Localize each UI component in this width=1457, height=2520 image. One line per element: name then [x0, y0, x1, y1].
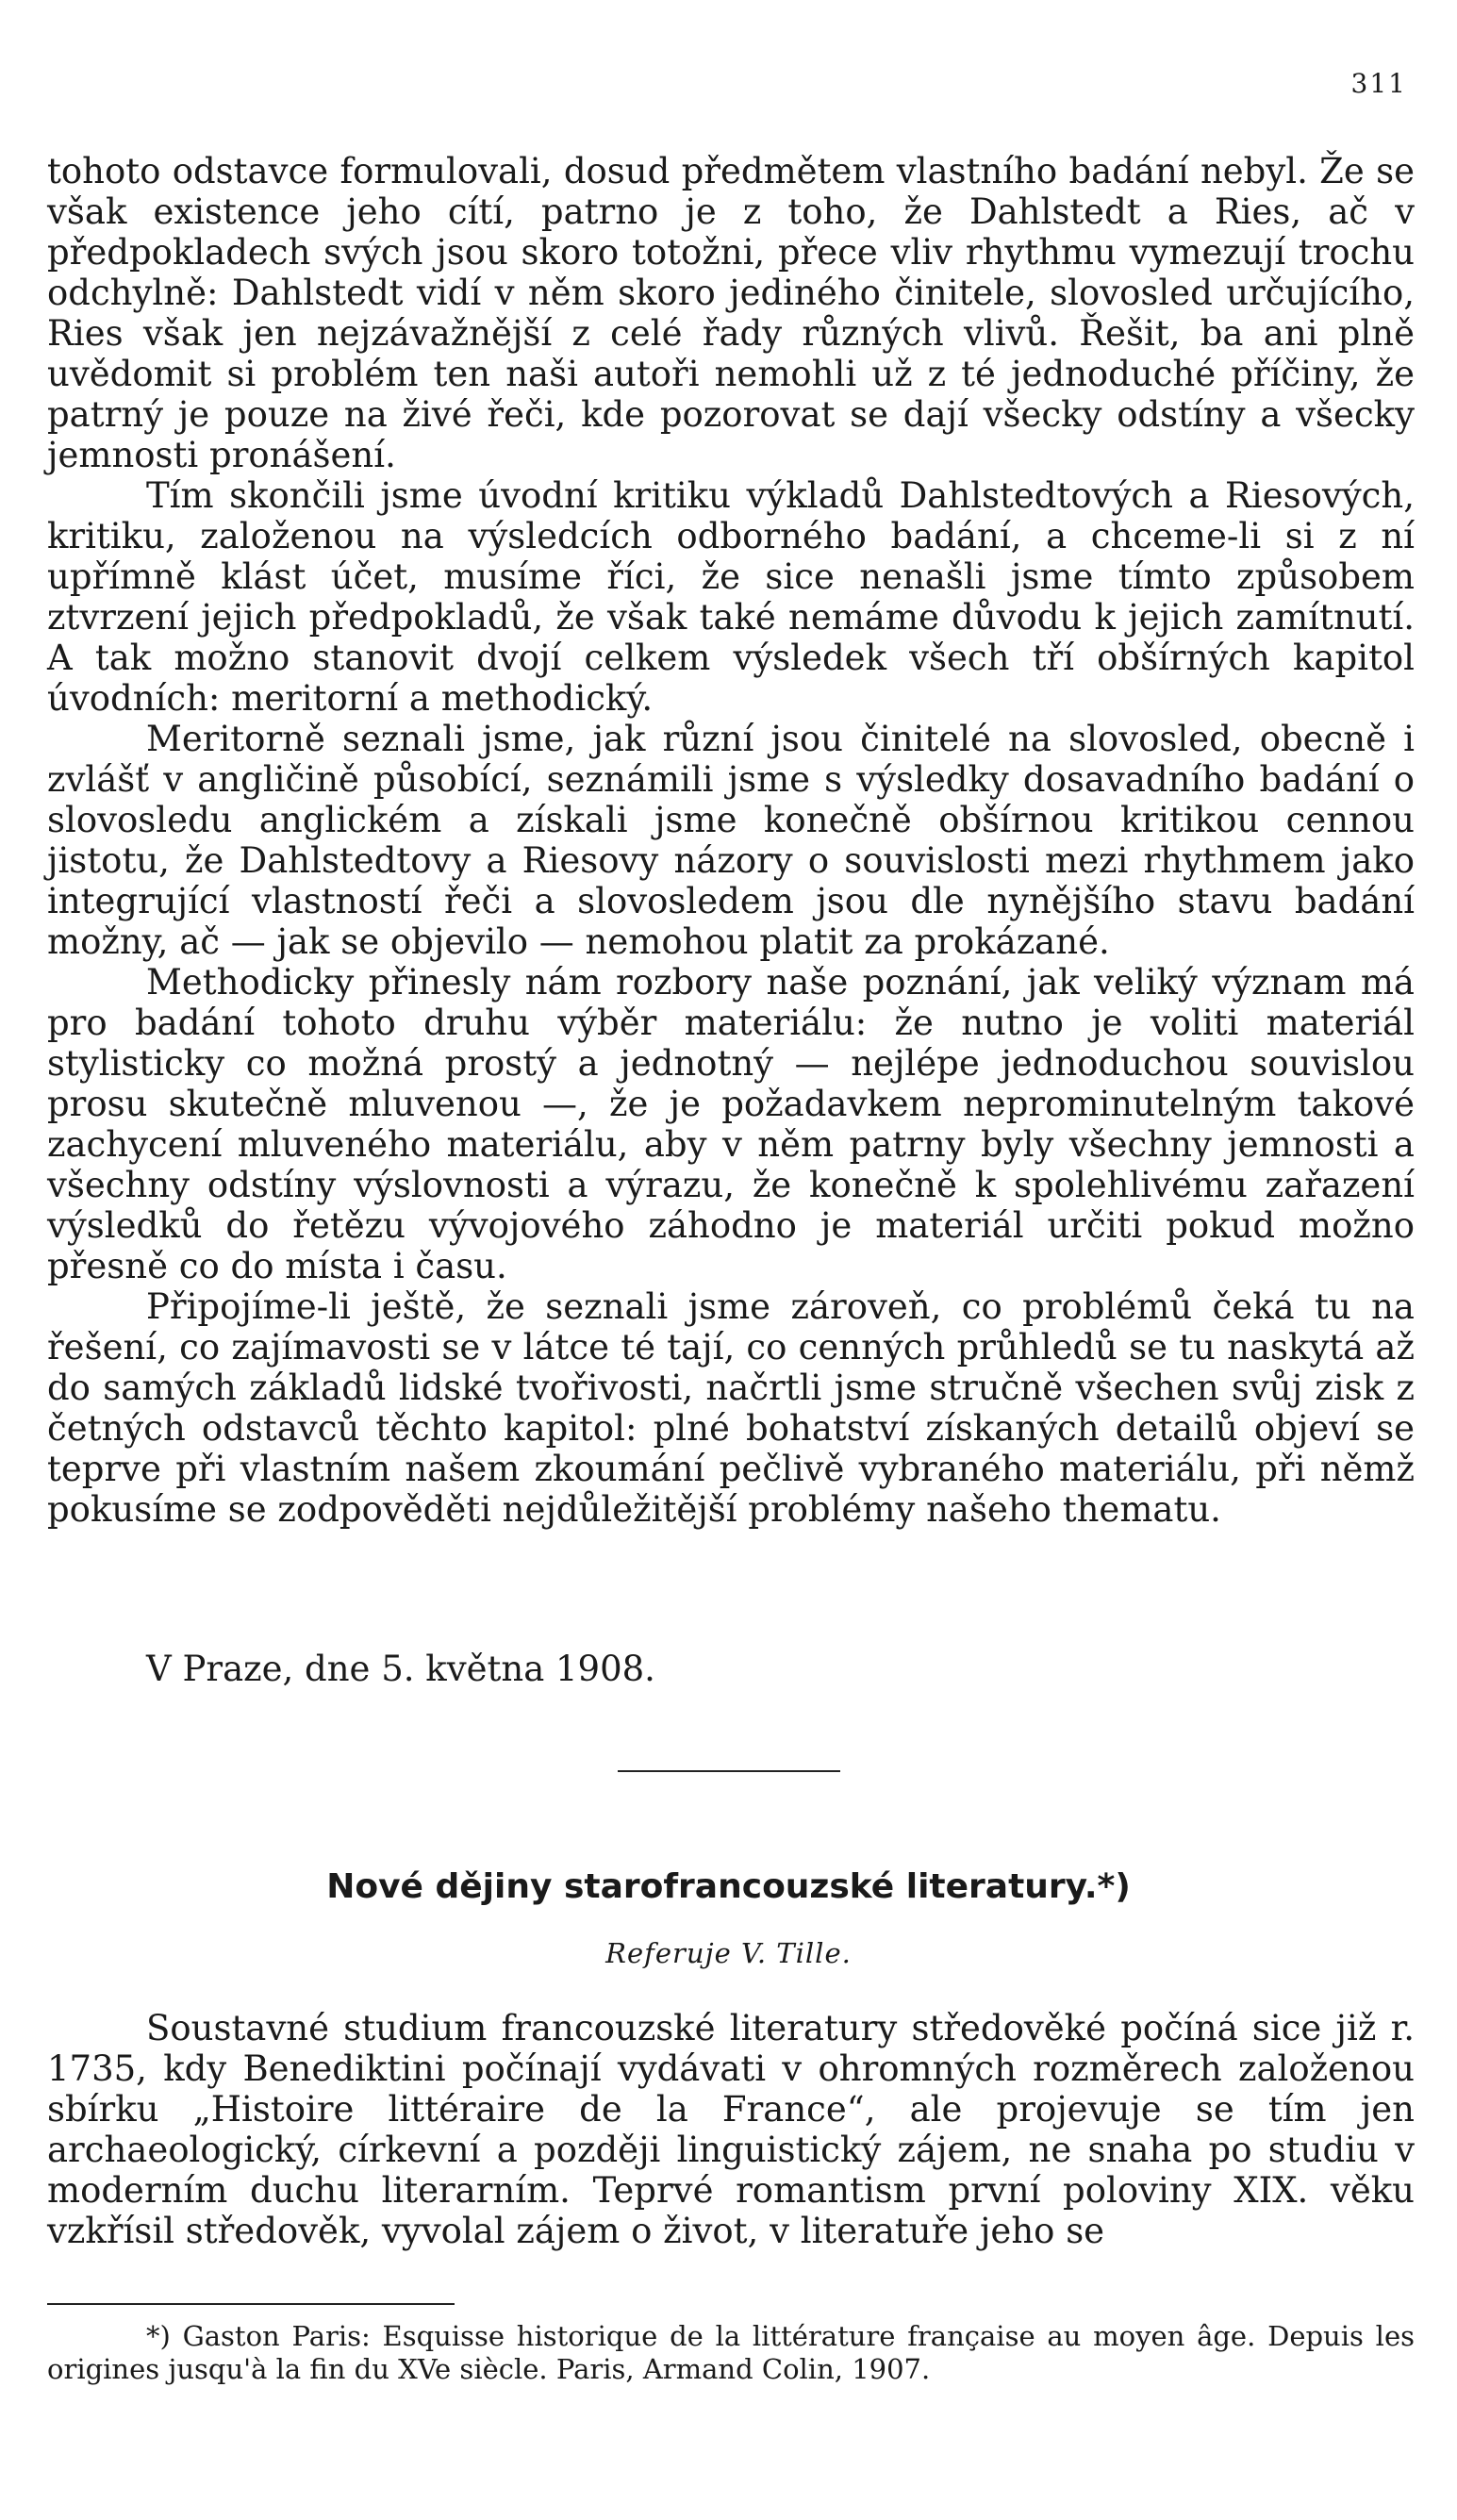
paragraph: Soustavné studium francouzské literatury středověké počíná sice již r. 1735, kdy Benediktini počínají vydávati v ohromných rozměrech založenou sbírku „Histoire littéraire de la France“, ale projevuje se tím jen archaeologický, církevní a později linguistický zájem, ne snaha po studiu v moderním duchu literarním. Teprvé romantism první poloviny XIX. věku vzkřísil středověk, vyvolal zájem o život, v literatuře jeho se	[47, 2008, 1415, 2251]
footnote	[47, 2320, 1415, 2386]
paragraph: tohoto odstavce formulovali, dosud předmětem vlastního badání nebyl. Že se však existence jeho cítí, patrno je z toho, že Dahlstedt a Ries, ač v předpokladech svých jsou skoro totožni, přece vliv rhythmu vymezují trochu odchylně: Dahlstedt vidí v něm skoro jediného činitele, slovosled určujícího, Ries však jen nejzávažnější z celé řady různých vlivů. Řešit, ba ani plně uvědomit si problém ten naši autoři nemohli už z té jednoduché příčiny, že patrný je pouze na živé řeči, kde pozorovat se dají všecky odstíny a všecky jemnosti pronášení.	[47, 151, 1415, 475]
date-line: V Praze, dne 5. května 1908.	[146, 1649, 655, 1689]
reviewer-line: Referuje V. Tille.	[605, 1937, 852, 1969]
paragraph: Připojíme-li ještě, že seznali jsme zároveň, co problémů čeká tu na řešení, co zajímavosti se v látce té tají, co cenných průhledů se tu naskytá až do samých základů lidské tvořivosti, načrtli jsme stručně všechen svůj zisk z četných odstavců těchto kapitol: plné bohatství získaných detailů objeví se teprve při vlastním našem zkoumání pečlivě vybraného materiálu, při němž pokusíme se zodpověděti nejdůležitější problémy našeho thematu.	[47, 1286, 1415, 1530]
paragraph: Methodicky přinesly nám rozbory naše poznání, jak veliký význam má pro badání tohoto druhu výběr materiálu: že nutno je voliti materiál stylisticky co možná prostý a jednotný — nejlépe jednoduchou souvislou prosu skutečně mluvenou —, že je požadavkem neprominutelným takové zachycení mluveného materiálu, aby v něm patrny byly všechny jemnosti a všechny odstíny výslovnosti a výrazu, že konečně k spolehlivému zařazení výsledků do řetězu vývojového záhodno je materiál určiti pokud možno přesně co do místa i času.	[47, 962, 1415, 1286]
footnote-divider	[47, 2303, 455, 2305]
footnote-text: *) Gaston Paris: Esquisse historique de la littérature française au moyen âge. Depuis les origines jusqu'à la fin du XVe siècle. Paris, Armand Colin, 1907.	[47, 2320, 1415, 2385]
paragraph: Meritorně seznali jsme, jak různí jsou činitelé na slovosled, obecně i zvlášť v angličině působící, seznámili jsme s výsledky dosavadního badání o slovosledu anglickém a získali jsme konečně obšírnou kritikou cennou jistotu, že Dahlstedtovy a Riesovy názory o souvislosti mezi rhythmem jako integrující vlastností řeči a slovosledem jsou dle nynějšího stavu badání možny, ač — jak se objevilo — nemohou platit za prokázané.	[47, 719, 1415, 962]
page-number: 311	[1350, 68, 1407, 99]
body-text	[47, 151, 1415, 1530]
section-body	[47, 2008, 1415, 2251]
section-heading: Nové dějiny starofrancouzské literatury.*)	[326, 1867, 1131, 1906]
paragraph: Tím skončili jsme úvodní kritiku výkladů Dahlstedtových a Riesových, kritiku, založenou na výsledcích odborného badání, a chceme-li si z ní upřímně klást účet, musíme říci, že sice nenašli jsme tímto způsobem ztvrzení jejich předpokladů, že však také nemáme důvodu k jejich zamítnutí. A tak možno stanovit dvojí celkem výsledek všech tří obšírných kapitol úvodních: meritorní a methodický.	[47, 475, 1415, 719]
section-divider	[618, 1770, 840, 1772]
